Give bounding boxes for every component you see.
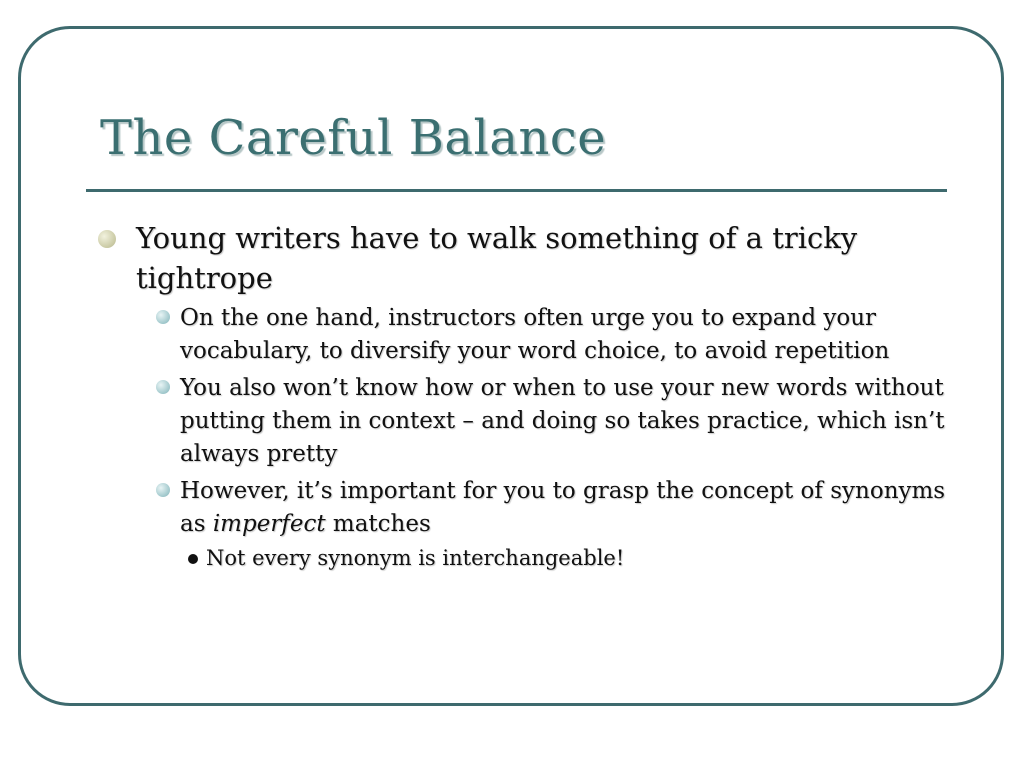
bullet-text-italic: imperfect [212,511,326,537]
bullet-level2 [136,302,946,368]
bullet-text-after: matches [325,511,431,537]
slide-body [96,218,946,573]
bullet-text: Not every synonym is interchangeable! [206,546,625,570]
bullet-dot-icon [188,554,198,564]
bullet-level2 [136,372,946,471]
bullet-dot-icon [98,230,116,248]
bullet-dot-icon [156,483,170,497]
title-underline [86,189,947,192]
bullet-text: Young writers have to walk something of a tricky tightrope [136,221,858,295]
bullet-dot-icon [156,310,170,324]
bullet-level1 [96,218,946,298]
bullet-text-before: However, it’s important for you to grasp the concept of synonyms as [180,478,946,537]
slide-title: The Careful Balance [100,110,607,166]
bullet-text: On the one hand, instructors often urge you to expand your vocabulary, to diversify your word choice, to avoid repetition [180,305,890,364]
bullet-level3 [180,543,946,573]
bullet-dot-icon [156,380,170,394]
bullet-level2 [136,475,946,541]
bullet-text: You also won’t know how or when to use your new words without putting them in context – and doing so takes practice, which isn’t always pretty [180,375,945,467]
